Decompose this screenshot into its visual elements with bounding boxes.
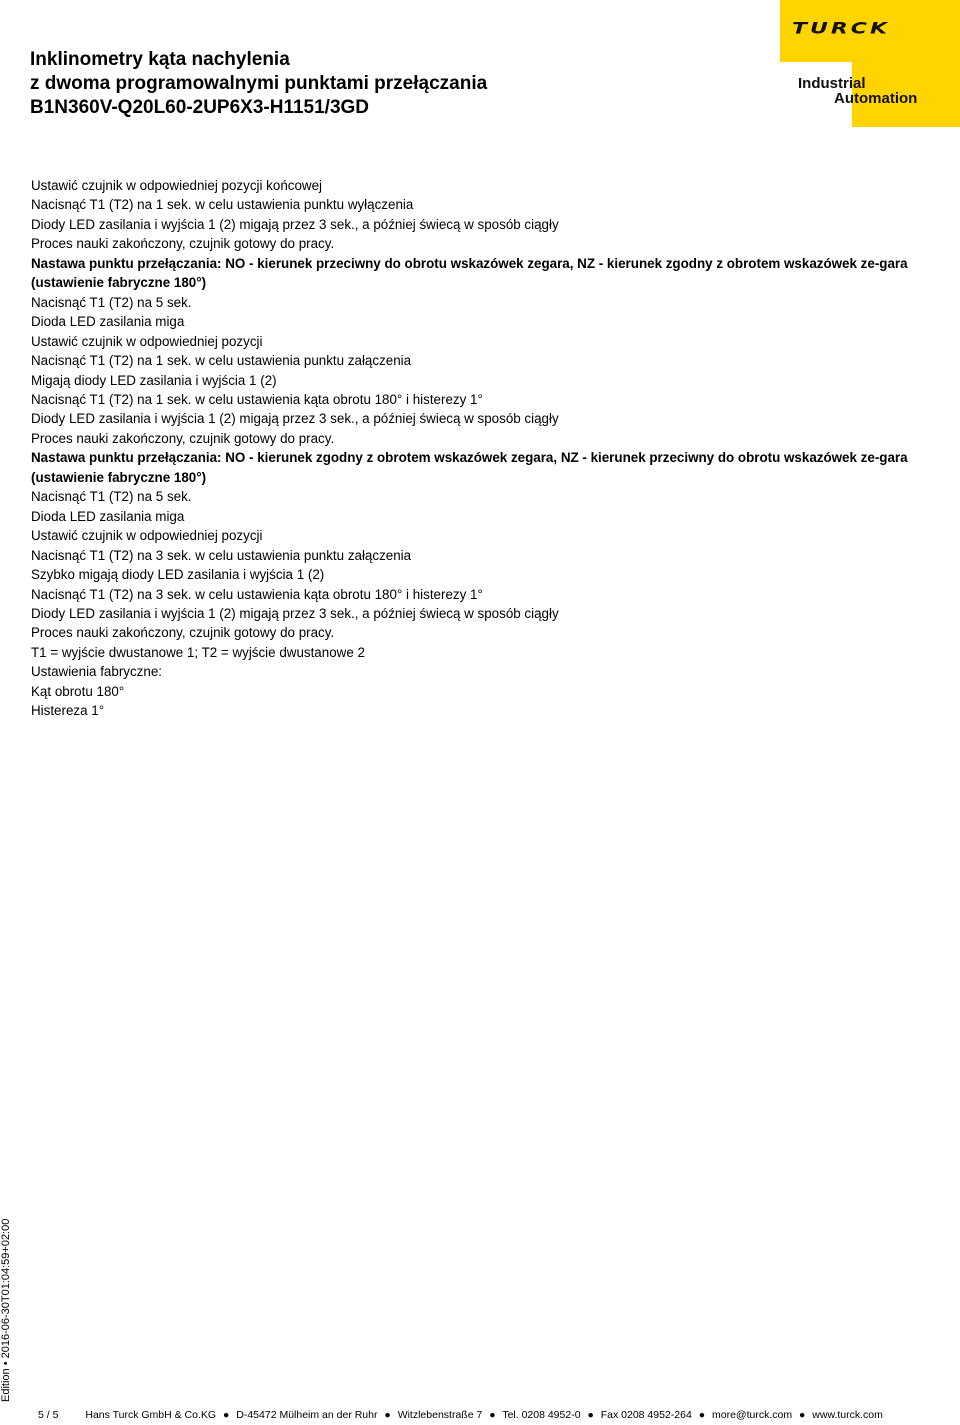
logo-wordmark: TURCK bbox=[792, 20, 891, 38]
turck-logo bbox=[780, 0, 960, 127]
text-line: Ustawić czujnik w odpowiedniej pozycji bbox=[31, 333, 263, 349]
footer-address: D-45472 Mülheim an der Ruhr bbox=[236, 1409, 378, 1421]
text-line: Nacisnąć T1 (T2) na 1 sek. w celu ustawienia punktu wyłączenia bbox=[31, 197, 414, 213]
text-line: Diody LED zasilania i wyjścia 1 (2) migają przez 3 sek., a później świecą w sposób ciągły bbox=[31, 411, 559, 427]
text-line: Proces nauki zakończony, czujnik gotowy do pracy. bbox=[31, 430, 335, 446]
bullet-icon: ● bbox=[489, 1409, 496, 1421]
footer-company: Hans Turck GmbH & Co.KG bbox=[85, 1409, 217, 1421]
text-line: Dioda LED zasilania miga bbox=[31, 314, 185, 330]
text-line: Szybko migają diody LED zasilania i wyjścia 1 (2) bbox=[31, 567, 325, 583]
document-title bbox=[30, 48, 487, 120]
logo-tagline-industrial: Industrial bbox=[798, 75, 866, 92]
footer-street: Witzlebenstraße 7 bbox=[397, 1409, 483, 1421]
footer-fax: Fax 0208 4952-264 bbox=[600, 1409, 692, 1421]
text-line: Nacisnąć T1 (T2) na 3 sek. w celu ustawienia punktu załączenia bbox=[31, 547, 412, 563]
bullet-icon: ● bbox=[384, 1409, 391, 1421]
text-line: Kąt obrotu 180° bbox=[31, 683, 125, 699]
bullet-icon: ● bbox=[799, 1409, 806, 1421]
title-line-1: Inklinometry kąta nachylenia bbox=[30, 49, 290, 70]
section-heading: Nastawa punktu przełączania: NO - kierunek zgodny z obrotem wskazówek zegara, NZ - kierunek przeciwny do obrotu wskazówek ze-gara (ustawienie fabryczne 180°) bbox=[31, 450, 908, 485]
text-line: Migają diody LED zasilania i wyjścia 1 (2) bbox=[31, 372, 277, 388]
text-line: Ustawić czujnik w odpowiedniej pozycji bbox=[31, 528, 263, 544]
text-line: Proces nauki zakończony, czujnik gotowy do pracy. bbox=[31, 236, 335, 252]
edition-stamp: Edition • 2016-06-30T01:04:59+02:00 bbox=[0, 1218, 12, 1402]
bullet-icon: ● bbox=[222, 1409, 230, 1421]
text-line: Ustawić czujnik w odpowiedniej pozycji końcowej bbox=[31, 178, 323, 193]
footer-tel: Tel. 0208 4952-0 bbox=[502, 1409, 581, 1421]
text-line: Nacisnąć T1 (T2) na 5 sek. bbox=[31, 489, 192, 505]
text-line: Histereza 1° bbox=[31, 703, 105, 719]
text-line: Ustawienia fabryczne: bbox=[31, 664, 162, 680]
bullet-icon: ● bbox=[698, 1409, 706, 1421]
text-line: Nacisnąć T1 (T2) na 5 sek. bbox=[31, 294, 192, 310]
page-footer bbox=[38, 1409, 883, 1421]
instructions-body bbox=[31, 176, 931, 721]
logo-tagline-automation: Automation bbox=[834, 90, 918, 107]
title-line-3: B1N360V-Q20L60-2UP6X3-H1151/3GD bbox=[30, 97, 370, 118]
bullet-icon: ● bbox=[587, 1409, 594, 1421]
section-heading: Nastawa punktu przełączania: NO - kierunek przeciwny do obrotu wskazówek zegara, NZ - kierunek zgodny z obrotem wskazówek ze-gara (ustawienie fabryczne 180°) bbox=[31, 255, 908, 291]
text-line: Diody LED zasilania i wyjścia 1 (2) migają przez 3 sek., a później świecą w sposób ciągły bbox=[31, 605, 559, 621]
text-line: T1 = wyjście dwustanowe 1; T2 = wyjście dwustanowe 2 bbox=[31, 644, 365, 660]
title-line-2: z dwoma programowalnymi punktami przełączania bbox=[30, 73, 488, 94]
footer-web-link[interactable]: www.turck.com bbox=[812, 1409, 883, 1421]
text-line: Nacisnąć T1 (T2) na 1 sek. w celu ustawienia kąta obrotu 180° i histerezy 1° bbox=[31, 391, 483, 407]
text-line: Dioda LED zasilania miga bbox=[31, 508, 185, 524]
page-number: 5 / 5 bbox=[38, 1409, 59, 1421]
footer-email-link[interactable]: more@turck.com bbox=[712, 1409, 793, 1421]
text-line: Nacisnąć T1 (T2) na 1 sek. w celu ustawienia punktu załączenia bbox=[31, 353, 412, 369]
text-line: Nacisnąć T1 (T2) na 3 sek. w celu ustawienia kąta obrotu 180° i histerezy 1° bbox=[31, 586, 483, 602]
text-line: Proces nauki zakończony, czujnik gotowy do pracy. bbox=[31, 625, 335, 641]
text-line: Diody LED zasilania i wyjścia 1 (2) migają przez 3 sek., a później świecą w sposób ciągły bbox=[31, 216, 559, 232]
